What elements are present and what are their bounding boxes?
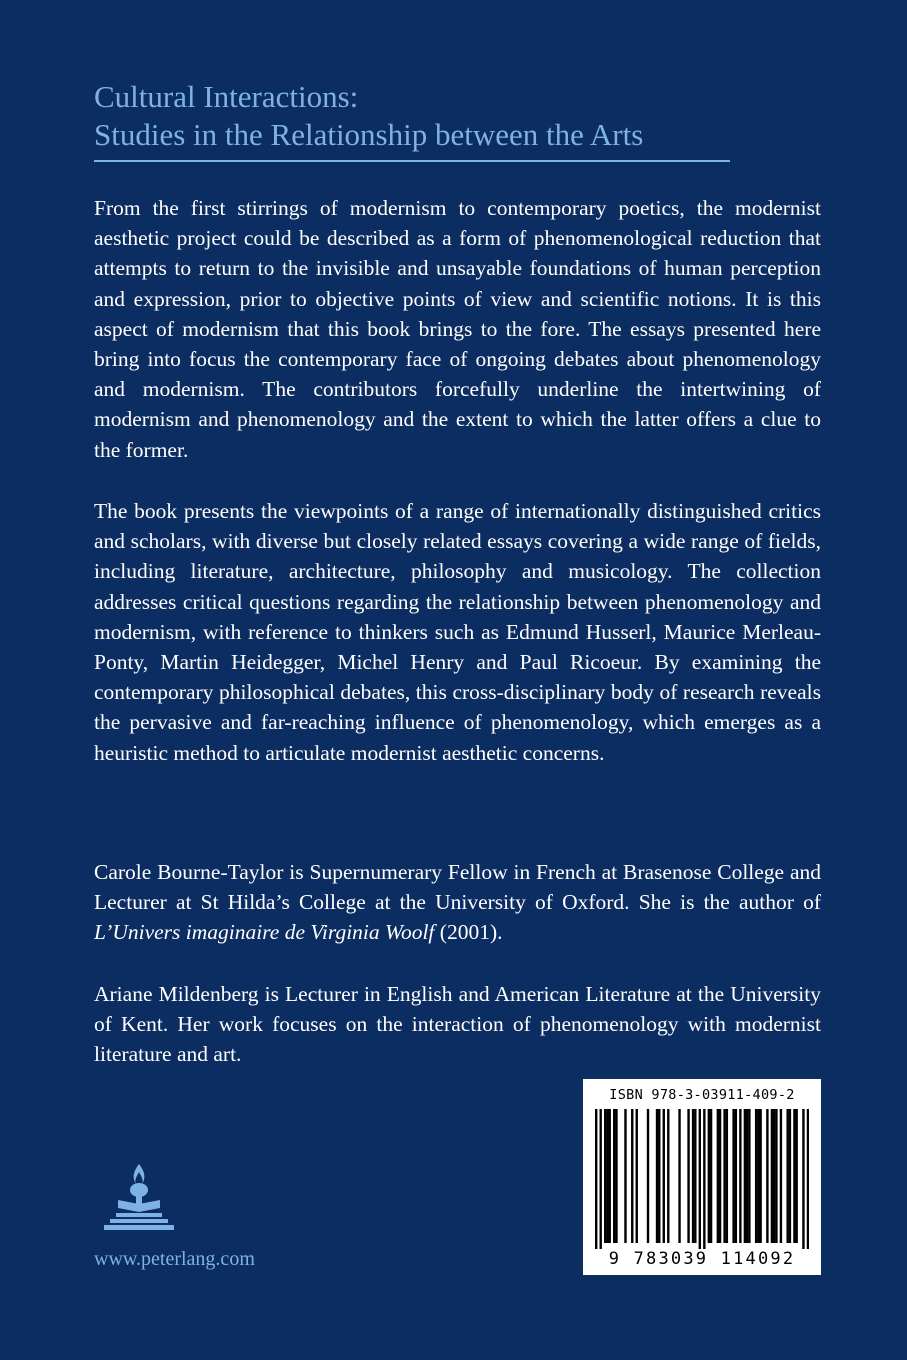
barcode-bar (755, 1109, 757, 1243)
isbn-barcode (583, 1079, 821, 1275)
blurb-paragraph-2: The book presents the viewpoints of a range of internationally distinguished critics and scholars, with diverse but closely related essays covering a wide range of fields, including literature, architecture, philosophy and musicology. The collection addresses critical questions regarding the relationship between phenomenology and modernism, with reference to thinkers such as Edmund Husserl, Maurice Merleau-Ponty, Martin Heidegger, Michel Henry and Paul Ricoeur. By examining the contemporary philosophical debates, this cross-disciplinary body of research reveals the pervasive and far-reaching influence of phenomenology, which emerges as a heuristic method to articulate modernist aesthetic concerns. (94, 499, 821, 765)
book-title-italic: L’Univers imaginaire de Virginia Woolf (94, 920, 435, 945)
barcode-bar (780, 1109, 782, 1243)
barcode-bar (793, 1109, 795, 1243)
barcode-bar (615, 1109, 617, 1243)
barcode-bar (656, 1109, 658, 1243)
series-title-line-1: Cultural Interactions: (94, 79, 359, 114)
barcode-bar (771, 1109, 773, 1243)
barcode-bar (613, 1109, 615, 1243)
barcode-bar (802, 1109, 804, 1249)
barcode-bar (604, 1109, 606, 1243)
barcode-bar (789, 1109, 791, 1243)
barcode-bar (726, 1109, 728, 1243)
barcode-bar (624, 1109, 626, 1243)
series-title-line-2: Studies in the Relationship between the Arts (94, 117, 644, 152)
barcode-bar (606, 1109, 608, 1243)
barcode-bar (710, 1109, 712, 1243)
blurb-paragraph-1: From the first stirrings of modernism to contemporary poetics, the modernist aesthetic project could be described as a form of phenomenological reduction that attempts to return to the invisible and unsayable foundations of human perception and expression, prior to objective points of view and scientific notions. It is this aspect of modernism that this book brings to the fore. The essays presented here bring into focus the contemporary face of ongoing debates about phenomenology and modernism. The contributors forcefully underline the intertwining of modernism and phenomenology and the extent to which the latter offers a clue to the former. (94, 196, 821, 462)
author-bio-mildenberg: Ariane Mildenberg is Lecturer in English and American Literature at the University of Kent. Her work focuses on the interaction of phenomenology with modernist literature and art. (94, 982, 821, 1067)
barcode-bar (795, 1109, 797, 1243)
barcode-bar (667, 1109, 669, 1243)
barcode-bar (773, 1109, 775, 1243)
author-bio-text: Carole Bourne-Taylor is Supernumerary Fellow in French at Brasenose College and Lecturer at St Hilda’s College at the University of Oxford. She is the author of (94, 860, 821, 915)
barcode-bar (708, 1109, 710, 1243)
barcode-bar (757, 1109, 759, 1243)
publisher-url: www.peterlang.com (94, 1248, 255, 1270)
barcode-bar (735, 1109, 737, 1243)
barcode-bar (786, 1109, 788, 1243)
barcode-bar (687, 1109, 689, 1243)
barcode-bar (609, 1109, 611, 1243)
ean-barcode-bars (595, 1109, 809, 1249)
barcode-bar (748, 1109, 750, 1243)
peter-lang-logo-icon (98, 1160, 180, 1232)
barcode-bar (636, 1109, 638, 1243)
barcode-bar (678, 1109, 680, 1243)
barcode-bar (631, 1109, 633, 1243)
barcode-bar (600, 1109, 602, 1249)
barcode-bar (775, 1109, 777, 1243)
barcode-bar (723, 1109, 725, 1243)
barcode-bar (717, 1109, 719, 1243)
barcode-bar (759, 1109, 761, 1243)
barcode-bar (595, 1109, 597, 1249)
barcode-bar (719, 1109, 721, 1243)
author-bio-bourne-taylor (94, 857, 821, 948)
series-title (94, 78, 730, 162)
isbn-label: ISBN 978-3-03911-409-2 (609, 1087, 795, 1103)
barcode-bar (647, 1109, 649, 1243)
barcode-bar (807, 1109, 809, 1249)
barcode-bar (658, 1109, 660, 1243)
barcode-bar (739, 1109, 741, 1243)
barcode-bar (699, 1109, 701, 1249)
ean-digits: 9 783039 114092 (608, 1249, 796, 1269)
barcode-bar (766, 1109, 768, 1243)
barcode-bar (663, 1109, 665, 1243)
barcode-bar (692, 1109, 694, 1243)
author-bio-year: (2001). (434, 920, 503, 945)
barcode-bar (703, 1109, 705, 1249)
barcode-bar (732, 1109, 734, 1243)
barcode-bar (744, 1109, 746, 1243)
barcode-bar (746, 1109, 748, 1243)
barcode-bar (694, 1109, 696, 1243)
